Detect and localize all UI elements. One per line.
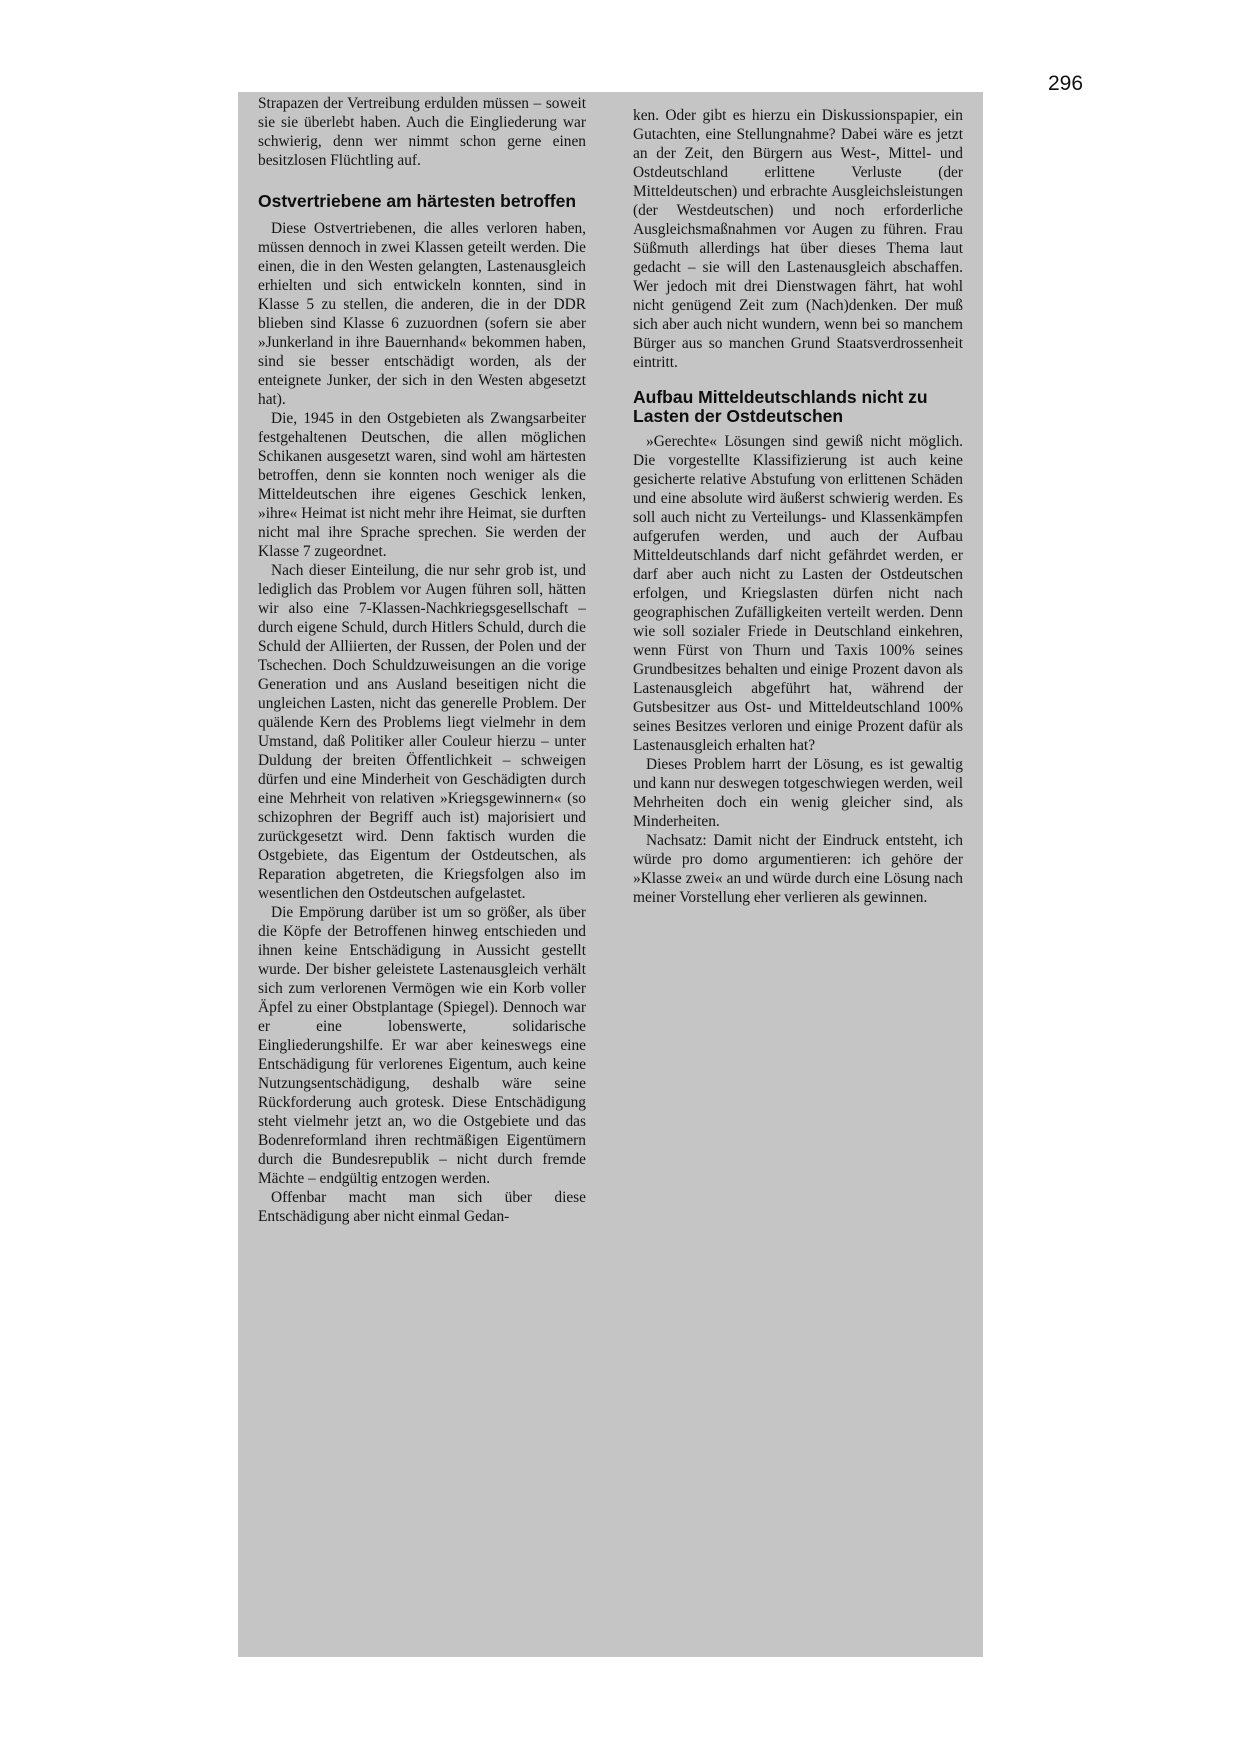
left-paragraph-4: Die Empörung darüber ist um so größer, als über die Köpfe der Betroffenen hinweg entschieden und ihnen keine Entschädigung in Aussicht gestellt wurde. Der bisher geleistete Lastenausgleich verhält sich zum verlorenen Vermögen wie ein Korb voller Äpfel zu einer Obstplantage (Spiegel). Dennoch war er eine lobenswerte, solidarische Eingliederungshilfe. Er war aber keineswegs eine Entschädigung für verlorenes Eigentum, auch keine Nutzungsentschädigung, deshalb wäre seine Rückforderung auch grotesk. Diese Entschädigung steht vielmehr jetzt an, wo die Ostgebiete und das Bodenreformland ihren rechtmäßigen Eigentümern durch die Bundesrepublik – nicht durch fremde Mächte – endgültig entzogen werden. [258, 904, 586, 1187]
right-section-heading: Aufbau Mitteldeutschlands nicht zu Lasten der Ostdeutschen [633, 387, 928, 426]
right-column [633, 106, 963, 907]
right-paragraph-3: Nachsatz: Damit nicht der Eindruck entsteht, ich würde pro domo argumentieren: ich gehöre der »Klasse zwei« an und würde durch eine Lösung nach meiner Vorstellung eher verlieren als gewinnen. [633, 832, 963, 906]
left-paragraph-1: Diese Ostvertriebenen, die alles verloren haben, müssen dennoch in zwei Klassen geteilt werden. Die einen, die in den Westen gelangten, Lastenausgleich erhielten und sich entwickeln konnten, sind in Klasse 5 zu stellen, die anderen, die in der DDR blieben sind Klasse 6 zuzuordnen (sofern sie aber »Junkerland in ihre Bauernhand« bekommen haben, sind sie besser entschädigt worden, als der enteignete Junker, der sich in den Westen abgesetzt hat). [258, 220, 586, 408]
right-paragraph-1: »Gerechte« Lösungen sind gewiß nicht möglich. Die vorgestellte Klassifizierung ist auch keine gesicherte relative Abstufung von erlittenen Schäden und eine absolute wird äußerst schwierig werden. Es soll auch nicht zu Verteilungs- und Klassenkämpfen aufgerufen werden, und auch der Aufbau Mitteldeutschlands darf nicht gefährdet werden, er darf aber auch nicht zu Lasten der Ostdeutschen erfolgen, und Kriegslasten dürfen nicht nach geographischen Zufälligkeiten verteilt werden. Denn wie soll sozialer Friede in Deutschland einkehren, wenn Fürst von Thurn und Taxis 100% seines Grundbesitzes behalten und einige Prozent davon als Lastenausgleich abgeführt hat, während der Gutsbesitzer aus Ost- und Mitteldeutschland 100% seines Besitzes verloren und einige Prozent dafür als Lastenausgleich erhalten hat? [633, 433, 963, 754]
newspaper-clipping [238, 92, 983, 1657]
page-number: 296 [1048, 72, 1084, 95]
left-paragraph-5: Offenbar macht man sich über diese Entschädigung aber nicht einmal Gedan- [258, 1189, 586, 1225]
left-section-heading: Ostvertriebene am härtesten betroffen [258, 191, 577, 211]
right-paragraph-2: Dieses Problem harrt der Lösung, es ist gewaltig und kann nur deswegen totgeschwiegen werden, weil Mehrheiten doch ein wenig gleicher sind, als Minderheiten. [633, 756, 963, 830]
right-intro-paragraph: ken. Oder gibt es hierzu ein Diskussionspapier, ein Gutachten, eine Stellungnahme? Dabei wäre es jetzt an der Zeit, den Bürgern aus West-, Mittel- und Ostdeutschland erlittene Verluste (der Mitteldeutschen) und erbrachte Ausgleichsleistungen (der Westdeutschen) und noch erforderliche Ausgleichsmaßnahmen vor Augen zu führen. Frau Süßmuth allerdings hat über dieses Thema laut gedacht – sie will den Lastenausgleich abschaffen. Wer jedoch mit drei Dienstwagen fährt, hat wohl nicht genügend Zeit zum (Nach)denken. Der muß sich aber auch nicht wundern, wenn bei so manchem Bürger aus so manchen Grund Staatsverdrossenheit eintritt. [633, 107, 963, 371]
left-paragraph-3: Nach dieser Einteilung, die nur sehr grob ist, und lediglich das Problem vor Augen führen soll, hätten wir also eine 7-Klassen-Nachkriegsgesellschaft – durch eigene Schuld, durch Hitlers Schuld, durch die Schuld der Alliierten, der Russen, der Polen und der Tschechen. Doch Schuldzuweisungen an die vorige Generation und ans Ausland beseitigen nicht die ungleichen Lasten, nicht das generelle Problem. Der quälende Kern des Problems liegt vielmehr in dem Umstand, daß Politiker aller Couleur hierzu – unter Duldung der breiten Öffentlichkeit – schweigen dürfen und eine Minderheit von Geschädigten durch eine Mehrheit von relativen »Kriegsgewinnern« (so schizophren der Begriff auch ist) majorisiert und zurückgesetzt wird. Denn faktisch wurden die Ostgebiete, das Eigentum der Ostdeutschen, als Reparation abgetreten, die Kriegsfolgen also im wesentlichen den Ostdeutschen aufgelastet. [258, 562, 586, 902]
left-column [258, 94, 586, 1226]
left-paragraph-2: Die, 1945 in den Ostgebieten als Zwangsarbeiter festgehaltenen Deutschen, die allen möglichen Schikanen ausgesetzt waren, sind wohl am härtesten betroffen, denn sie konnten noch weniger als die Mitteldeutschen ihre eigenes Geschick lenken, »ihre« Heimat ist nicht mehr ihre Heimat, sie durften nicht mal ihre Sprache sprechen. Sie werden der Klasse 7 zugeordnet. [258, 410, 586, 560]
left-intro-paragraph: Strapazen der Vertreibung erdulden müssen – soweit sie sie überlebt haben. Auch die Eingliederung war schwierig, denn wer nimmt schon gerne einen besitzlosen Flüchtling auf. [258, 95, 586, 169]
